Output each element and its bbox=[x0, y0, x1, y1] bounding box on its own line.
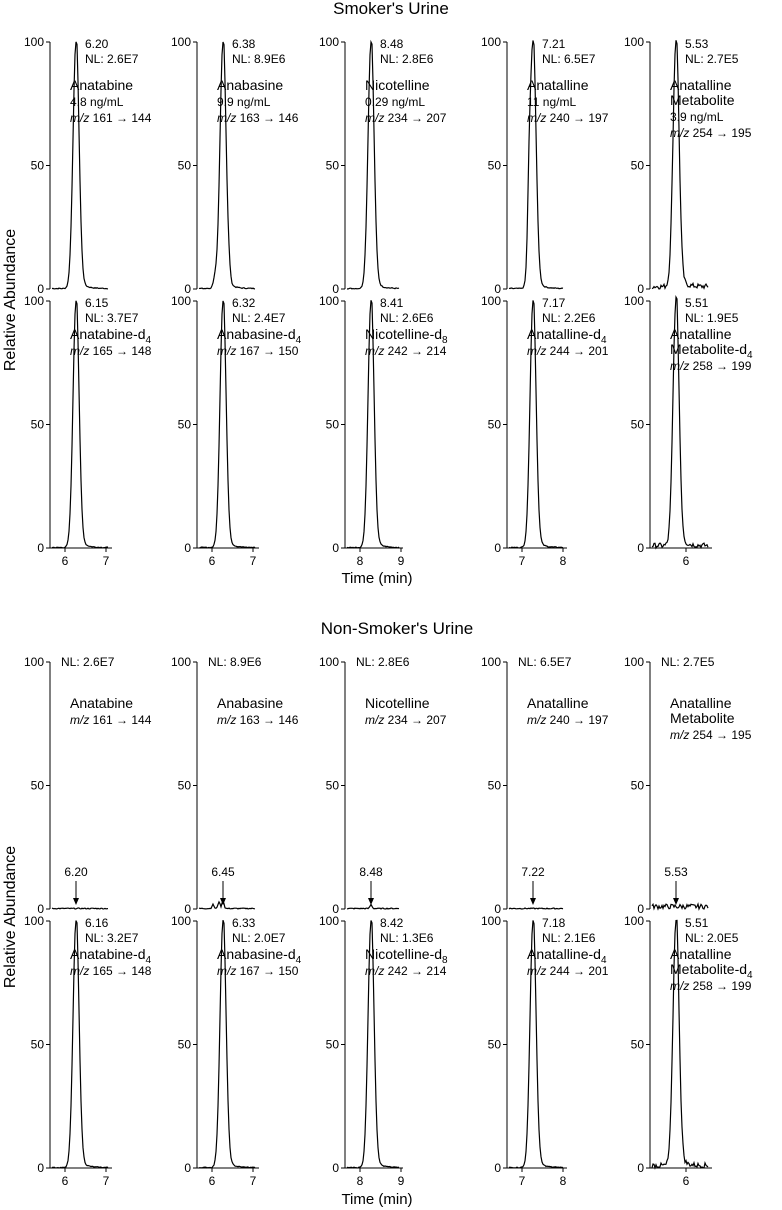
panel-anabasine-d4-nonsmoker bbox=[171, 914, 302, 1188]
mz-transition bbox=[527, 964, 609, 978]
x-tick-label: 8 bbox=[356, 554, 364, 568]
mz-from: 240 bbox=[546, 111, 570, 125]
y-tick-label: 0 bbox=[332, 282, 339, 296]
y-tick-label: 50 bbox=[177, 158, 191, 173]
analyte-subscript: 4 bbox=[145, 335, 152, 346]
y-tick-label: 100 bbox=[623, 294, 644, 308]
mz-arrow: → bbox=[712, 979, 732, 993]
panel-anatalline-d4-nonsmoker bbox=[481, 914, 609, 1188]
mz-transition bbox=[70, 964, 152, 978]
y-tick-label: 100 bbox=[318, 655, 339, 669]
nl-label: NL: 8.9E6 bbox=[208, 655, 262, 669]
mz-transition bbox=[670, 728, 752, 742]
y-tick-label: 50 bbox=[30, 1037, 44, 1052]
y-tick-label: 100 bbox=[480, 914, 501, 928]
nl-label: NL: 2.0E7 bbox=[232, 931, 286, 945]
analyte-name: Anatalline-$d_4$ bbox=[527, 946, 607, 966]
mz-arrow: → bbox=[259, 344, 279, 358]
mz-transition bbox=[527, 111, 609, 125]
mz-arrow: → bbox=[407, 111, 427, 125]
y-tick-label: 50 bbox=[325, 417, 339, 432]
nl-label: NL: 2.6E6 bbox=[380, 311, 434, 325]
y-tick-label: 100 bbox=[623, 914, 644, 928]
mz-to: 146 bbox=[278, 111, 299, 125]
peak-arrow-head bbox=[368, 898, 374, 905]
nl-label: NL: 2.7E5 bbox=[685, 52, 739, 66]
mz-transition bbox=[365, 111, 447, 125]
nl-label: NL: 2.4E7 bbox=[232, 311, 286, 325]
panel-anatabine-d4-smoker bbox=[24, 294, 152, 568]
y-tick-label: 0 bbox=[494, 1161, 501, 1175]
concentration-label: 11 ng/mL bbox=[527, 95, 577, 109]
mz-label: m/z bbox=[670, 126, 690, 140]
mz-transition bbox=[217, 344, 299, 358]
panel-anatalline-metabolite-smoker bbox=[624, 35, 752, 296]
analyte-name: Anatalline bbox=[670, 77, 732, 93]
y-tick-label: 100 bbox=[170, 914, 191, 928]
mz-to: 197 bbox=[588, 111, 609, 125]
y-tick-label: 0 bbox=[332, 1161, 339, 1175]
x-tick-label: 7 bbox=[102, 554, 110, 568]
x-tick-label: 6 bbox=[208, 554, 216, 568]
analyte-subscript: 4 bbox=[747, 970, 753, 981]
y-tick-label: 100 bbox=[23, 914, 44, 928]
peak-rt-label: 7.22 bbox=[521, 865, 545, 879]
mz-arrow: → bbox=[407, 964, 427, 978]
x-tick-label: 6 bbox=[61, 554, 69, 568]
nl-label: NL: 2.0E5 bbox=[685, 931, 739, 945]
mz-label: m/z bbox=[365, 344, 385, 358]
y-tick-label: 50 bbox=[487, 158, 501, 173]
peak-arrow-head bbox=[73, 898, 79, 905]
mz-to: 148 bbox=[131, 344, 152, 358]
x-axis-label-smoker: Time (min) bbox=[341, 570, 413, 587]
mz-label: m/z bbox=[527, 964, 547, 978]
concentration-label: 9.9 ng/mL bbox=[217, 95, 271, 109]
y-tick-label: 100 bbox=[23, 35, 44, 49]
analyte-name: Anatabine-$d_4$ bbox=[70, 326, 152, 346]
x-tick-label: 6 bbox=[61, 1174, 69, 1188]
panel-anabasine-smoker bbox=[171, 35, 299, 296]
y-tick-label: 0 bbox=[37, 1161, 44, 1175]
nl-label: NL: 6.5E7 bbox=[518, 655, 572, 669]
analyte-name: Anatalline bbox=[670, 695, 732, 711]
panel-anabasine-d4-smoker bbox=[171, 294, 302, 568]
mz-arrow: → bbox=[569, 964, 589, 978]
analyte-name: Anatabine-$d_4$ bbox=[70, 946, 152, 966]
peak-rt-label: 6.33 bbox=[232, 916, 256, 930]
y-tick-label: 50 bbox=[325, 1037, 339, 1052]
mz-arrow: → bbox=[259, 111, 279, 125]
peak-rt-label: 6.20 bbox=[64, 865, 88, 879]
panel-nicotelline-d8-nonsmoker bbox=[319, 914, 448, 1188]
mz-to: 214 bbox=[426, 344, 447, 358]
y-tick-label: 100 bbox=[170, 294, 191, 308]
analyte-subscript: 4 bbox=[600, 335, 607, 346]
y-tick-label: 100 bbox=[23, 655, 44, 669]
y-tick-label: 50 bbox=[630, 1037, 644, 1052]
mz-from: 161 bbox=[89, 713, 113, 727]
analyte-name: Anatalline bbox=[527, 77, 589, 93]
mz-from: 165 bbox=[89, 964, 113, 978]
panel-nicotelline-smoker bbox=[319, 35, 447, 296]
x-tick-label: 8 bbox=[559, 554, 567, 568]
x-tick-label: 8 bbox=[559, 1174, 567, 1188]
mz-from: 242 bbox=[384, 344, 408, 358]
mz-transition bbox=[670, 359, 752, 373]
analyte-subscript: 8 bbox=[442, 955, 448, 966]
y-tick-label: 50 bbox=[630, 158, 644, 173]
mz-from: 234 bbox=[384, 111, 408, 125]
mz-to: 197 bbox=[588, 713, 609, 727]
y-tick-label: 0 bbox=[332, 902, 339, 916]
y-tick-label: 100 bbox=[318, 914, 339, 928]
nl-label: NL: 8.9E6 bbox=[232, 52, 286, 66]
chromatogram-trace bbox=[509, 908, 563, 909]
y-axis-label-smoker: Relative Abundance bbox=[2, 228, 19, 372]
mz-transition bbox=[365, 964, 447, 978]
x-tick-label: 6 bbox=[682, 554, 690, 568]
nl-label: NL: 6.5E7 bbox=[542, 52, 596, 66]
y-tick-label: 50 bbox=[30, 417, 44, 432]
peak-rt-label: 5.53 bbox=[685, 37, 709, 51]
y-tick-label: 0 bbox=[184, 541, 191, 555]
y-tick-label: 0 bbox=[637, 1161, 644, 1175]
analyte-subscript: 4 bbox=[295, 955, 302, 966]
peak-arrow-head bbox=[673, 898, 679, 905]
y-tick-label: 50 bbox=[325, 158, 339, 173]
nl-label: NL: 2.6E7 bbox=[61, 655, 115, 669]
peak-rt-label: 6.45 bbox=[211, 865, 235, 879]
section-title-smoker: Smoker's Urine bbox=[333, 0, 449, 18]
panels-group bbox=[24, 35, 753, 1188]
panel-nicotelline-d8-smoker bbox=[319, 294, 448, 568]
y-tick-label: 100 bbox=[623, 35, 644, 49]
analyte-name: Anatabine bbox=[70, 77, 134, 93]
analyte-name-line2: Metabolite-$d_4$ bbox=[670, 961, 753, 981]
nl-label: NL: 2.8E6 bbox=[356, 655, 410, 669]
analyte-subscript: 4 bbox=[600, 955, 607, 966]
y-tick-label: 100 bbox=[170, 35, 191, 49]
mz-from: 258 bbox=[689, 979, 713, 993]
y-tick-label: 100 bbox=[480, 655, 501, 669]
mz-to: 207 bbox=[426, 713, 447, 727]
mz-label: m/z bbox=[217, 964, 237, 978]
peak-rt-label: 8.48 bbox=[359, 865, 383, 879]
analyte-name: Nicotelline-$d_8$ bbox=[365, 326, 448, 346]
mz-arrow: → bbox=[259, 713, 279, 727]
chromatogram-trace bbox=[347, 904, 399, 909]
panel-anabasine-nonsmoker bbox=[171, 655, 299, 916]
mz-from: 163 bbox=[236, 713, 260, 727]
mz-from: 167 bbox=[236, 964, 260, 978]
mz-to: 195 bbox=[731, 728, 752, 742]
y-tick-label: 50 bbox=[487, 778, 501, 793]
mz-to: 144 bbox=[131, 111, 152, 125]
mz-from: 234 bbox=[384, 713, 408, 727]
mz-to: 207 bbox=[426, 111, 447, 125]
analyte-name-line2: Metabolite-$d_4$ bbox=[670, 341, 753, 361]
y-tick-label: 0 bbox=[37, 541, 44, 555]
peak-rt-label: 8.48 bbox=[380, 37, 404, 51]
panel-anatalline-metabolite-d4-smoker bbox=[624, 294, 753, 568]
analyte-name: Anatabine bbox=[70, 695, 134, 711]
mz-transition bbox=[70, 344, 152, 358]
analyte-subscript: 4 bbox=[747, 350, 753, 361]
peak-rt-label: 8.41 bbox=[380, 296, 404, 310]
x-tick-label: 9 bbox=[397, 554, 405, 568]
mz-to: 214 bbox=[426, 964, 447, 978]
peak-rt-label: 5.53 bbox=[664, 865, 688, 879]
y-tick-label: 100 bbox=[170, 655, 191, 669]
y-tick-label: 50 bbox=[177, 417, 191, 432]
mz-to: 195 bbox=[731, 126, 752, 140]
mz-label: m/z bbox=[70, 344, 90, 358]
mz-arrow: → bbox=[112, 964, 132, 978]
analyte-name: Anabasine-$d_4$ bbox=[217, 326, 302, 346]
y-tick-label: 50 bbox=[177, 778, 191, 793]
x-tick-label: 7 bbox=[102, 1174, 110, 1188]
peak-rt-label: 7.17 bbox=[542, 296, 566, 310]
analyte-name: Anatalline bbox=[670, 326, 732, 342]
panel-anatalline-metabolite-nonsmoker bbox=[624, 655, 752, 916]
mz-label: m/z bbox=[527, 111, 547, 125]
mz-label: m/z bbox=[217, 344, 237, 358]
y-tick-label: 0 bbox=[494, 541, 501, 555]
mz-from: 161 bbox=[89, 111, 113, 125]
y-tick-label: 100 bbox=[480, 294, 501, 308]
mz-to: 201 bbox=[588, 344, 609, 358]
y-tick-label: 50 bbox=[487, 417, 501, 432]
x-tick-label: 8 bbox=[356, 1174, 364, 1188]
mz-transition bbox=[365, 713, 447, 727]
y-tick-label: 100 bbox=[480, 35, 501, 49]
mz-to: 199 bbox=[731, 979, 752, 993]
mz-transition bbox=[70, 111, 152, 125]
mz-to: 150 bbox=[278, 964, 299, 978]
analyte-name: Anabasine bbox=[217, 77, 284, 93]
y-tick-label: 100 bbox=[23, 294, 44, 308]
y-tick-label: 0 bbox=[184, 1161, 191, 1175]
mz-label: m/z bbox=[670, 359, 690, 373]
analyte-subscript: 4 bbox=[145, 955, 152, 966]
y-tick-label: 50 bbox=[630, 417, 644, 432]
mz-arrow: → bbox=[259, 964, 279, 978]
panel-anatalline-metabolite-d4-nonsmoker bbox=[624, 914, 753, 1188]
mz-label: m/z bbox=[70, 964, 90, 978]
x-tick-label: 9 bbox=[397, 1174, 405, 1188]
panel-anatabine-nonsmoker bbox=[24, 655, 152, 916]
concentration-label: 4.8 ng/mL bbox=[70, 95, 124, 109]
mz-arrow: → bbox=[569, 111, 589, 125]
mz-label: m/z bbox=[527, 344, 547, 358]
chromatogram-trace bbox=[652, 904, 708, 909]
mz-to: 144 bbox=[131, 713, 152, 727]
concentration-label: 3.9 ng/mL bbox=[670, 110, 724, 124]
analyte-name: Anatalline bbox=[527, 695, 589, 711]
y-tick-label: 50 bbox=[177, 1037, 191, 1052]
mz-arrow: → bbox=[112, 111, 132, 125]
peak-rt-label: 6.32 bbox=[232, 296, 256, 310]
analyte-subscript: 8 bbox=[442, 335, 448, 346]
mz-to: 201 bbox=[588, 964, 609, 978]
x-tick-label: 7 bbox=[249, 554, 257, 568]
mz-transition bbox=[670, 126, 752, 140]
mz-transition bbox=[217, 964, 299, 978]
x-tick-label: 6 bbox=[682, 1174, 690, 1188]
y-tick-label: 50 bbox=[325, 778, 339, 793]
nl-label: NL: 2.8E6 bbox=[380, 52, 434, 66]
mz-arrow: → bbox=[112, 344, 132, 358]
y-tick-label: 0 bbox=[637, 541, 644, 555]
mz-label: m/z bbox=[365, 964, 385, 978]
peak-rt-label: 7.21 bbox=[542, 37, 566, 51]
analyte-name: Nicotelline bbox=[365, 695, 430, 711]
mz-arrow: → bbox=[712, 728, 732, 742]
nl-label: NL: 3.2E7 bbox=[85, 931, 139, 945]
mz-arrow: → bbox=[407, 344, 427, 358]
mz-arrow: → bbox=[712, 126, 732, 140]
y-axis-label-nonsmoker: Relative Abundance bbox=[2, 845, 19, 989]
panel-anatabine-smoker bbox=[24, 35, 152, 296]
mz-to: 199 bbox=[731, 359, 752, 373]
x-tick-label: 7 bbox=[518, 554, 526, 568]
analyte-name: Nicotelline-$d_8$ bbox=[365, 946, 448, 966]
mz-to: 146 bbox=[278, 713, 299, 727]
y-tick-label: 100 bbox=[318, 35, 339, 49]
peak-arrow-head bbox=[220, 898, 226, 905]
mz-from: 240 bbox=[546, 713, 570, 727]
analyte-name: Anatalline-$d_4$ bbox=[527, 326, 607, 346]
panel-anatalline-d4-smoker bbox=[481, 294, 609, 568]
y-tick-label: 100 bbox=[318, 294, 339, 308]
section-title-nonsmoker: Non-Smoker's Urine bbox=[320, 619, 474, 638]
mz-transition bbox=[527, 344, 609, 358]
peak-rt-label: 6.20 bbox=[85, 37, 109, 51]
concentration-label: 0.29 ng/mL bbox=[365, 95, 426, 109]
nl-label: NL: 2.6E7 bbox=[85, 52, 139, 66]
panel-anatalline-nonsmoker bbox=[481, 655, 609, 916]
x-tick-label: 7 bbox=[249, 1174, 257, 1188]
mz-to: 148 bbox=[131, 964, 152, 978]
analyte-name: Anabasine bbox=[217, 695, 284, 711]
y-tick-label: 0 bbox=[494, 902, 501, 916]
y-tick-label: 0 bbox=[37, 282, 44, 296]
mz-to: 150 bbox=[278, 344, 299, 358]
mz-label: m/z bbox=[70, 111, 90, 125]
mz-from: 242 bbox=[384, 964, 408, 978]
chromatogram-trace bbox=[52, 908, 108, 909]
peak-rt-label: 6.16 bbox=[85, 916, 109, 930]
mz-arrow: → bbox=[569, 713, 589, 727]
nl-label: NL: 1.9E5 bbox=[685, 311, 739, 325]
y-tick-label: 0 bbox=[637, 282, 644, 296]
peak-rt-label: 6.38 bbox=[232, 37, 256, 51]
y-tick-label: 0 bbox=[37, 902, 44, 916]
analyte-name-line2: Metabolite bbox=[670, 92, 735, 108]
mz-transition bbox=[527, 713, 609, 727]
mz-from: 254 bbox=[689, 126, 713, 140]
x-tick-label: 6 bbox=[208, 1174, 216, 1188]
mz-from: 254 bbox=[689, 728, 713, 742]
mz-from: 244 bbox=[546, 964, 570, 978]
peak-rt-label: 5.51 bbox=[685, 916, 709, 930]
y-tick-label: 0 bbox=[184, 902, 191, 916]
nl-label: NL: 1.3E6 bbox=[380, 931, 434, 945]
mz-transition bbox=[365, 344, 447, 358]
mz-label: m/z bbox=[217, 713, 237, 727]
mz-transition bbox=[70, 713, 152, 727]
mz-arrow: → bbox=[407, 713, 427, 727]
analyte-subscript: 4 bbox=[295, 335, 302, 346]
mz-from: 165 bbox=[89, 344, 113, 358]
mz-arrow: → bbox=[569, 344, 589, 358]
mz-from: 167 bbox=[236, 344, 260, 358]
mz-arrow: → bbox=[112, 713, 132, 727]
nl-label: NL: 2.1E6 bbox=[542, 931, 596, 945]
peak-arrow-head bbox=[530, 898, 536, 905]
nl-label: NL: 2.7E5 bbox=[661, 655, 715, 669]
mz-from: 163 bbox=[236, 111, 260, 125]
mz-transition bbox=[670, 979, 752, 993]
x-axis-label-nonsmoker: Time (min) bbox=[341, 1191, 413, 1208]
peak-rt-label: 6.15 bbox=[85, 296, 109, 310]
mz-label: m/z bbox=[70, 713, 90, 727]
mz-from: 258 bbox=[689, 359, 713, 373]
analyte-name: Anabasine-$d_4$ bbox=[217, 946, 302, 966]
peak-rt-label: 7.18 bbox=[542, 916, 566, 930]
mz-from: 244 bbox=[546, 344, 570, 358]
panel-anatalline-smoker bbox=[481, 35, 609, 296]
y-tick-label: 100 bbox=[623, 655, 644, 669]
mz-arrow: → bbox=[712, 359, 732, 373]
panel-nicotelline-nonsmoker bbox=[319, 655, 447, 916]
mz-label: m/z bbox=[365, 111, 385, 125]
analyte-name: Nicotelline bbox=[365, 77, 430, 93]
y-tick-label: 0 bbox=[637, 902, 644, 916]
y-tick-label: 50 bbox=[30, 158, 44, 173]
panel-anatabine-d4-nonsmoker bbox=[24, 914, 152, 1188]
y-tick-label: 50 bbox=[30, 778, 44, 793]
mz-transition bbox=[217, 713, 299, 727]
analyte-name-line2: Metabolite bbox=[670, 710, 735, 726]
y-tick-label: 50 bbox=[630, 778, 644, 793]
chromatogram-trace bbox=[199, 901, 255, 909]
y-tick-label: 50 bbox=[487, 1037, 501, 1052]
nl-label: NL: 3.7E7 bbox=[85, 311, 139, 325]
mz-label: m/z bbox=[670, 728, 690, 742]
peak-rt-label: 8.42 bbox=[380, 916, 404, 930]
mz-label: m/z bbox=[365, 713, 385, 727]
analyte-name: Anatalline bbox=[670, 946, 732, 962]
mz-transition bbox=[217, 111, 299, 125]
nl-label: NL: 2.2E6 bbox=[542, 311, 596, 325]
mz-label: m/z bbox=[217, 111, 237, 125]
y-tick-label: 0 bbox=[494, 282, 501, 296]
mz-label: m/z bbox=[527, 713, 547, 727]
y-tick-label: 0 bbox=[332, 541, 339, 555]
peak-rt-label: 5.51 bbox=[685, 296, 709, 310]
x-tick-label: 7 bbox=[518, 1174, 526, 1188]
mz-label: m/z bbox=[670, 979, 690, 993]
y-tick-label: 0 bbox=[184, 282, 191, 296]
